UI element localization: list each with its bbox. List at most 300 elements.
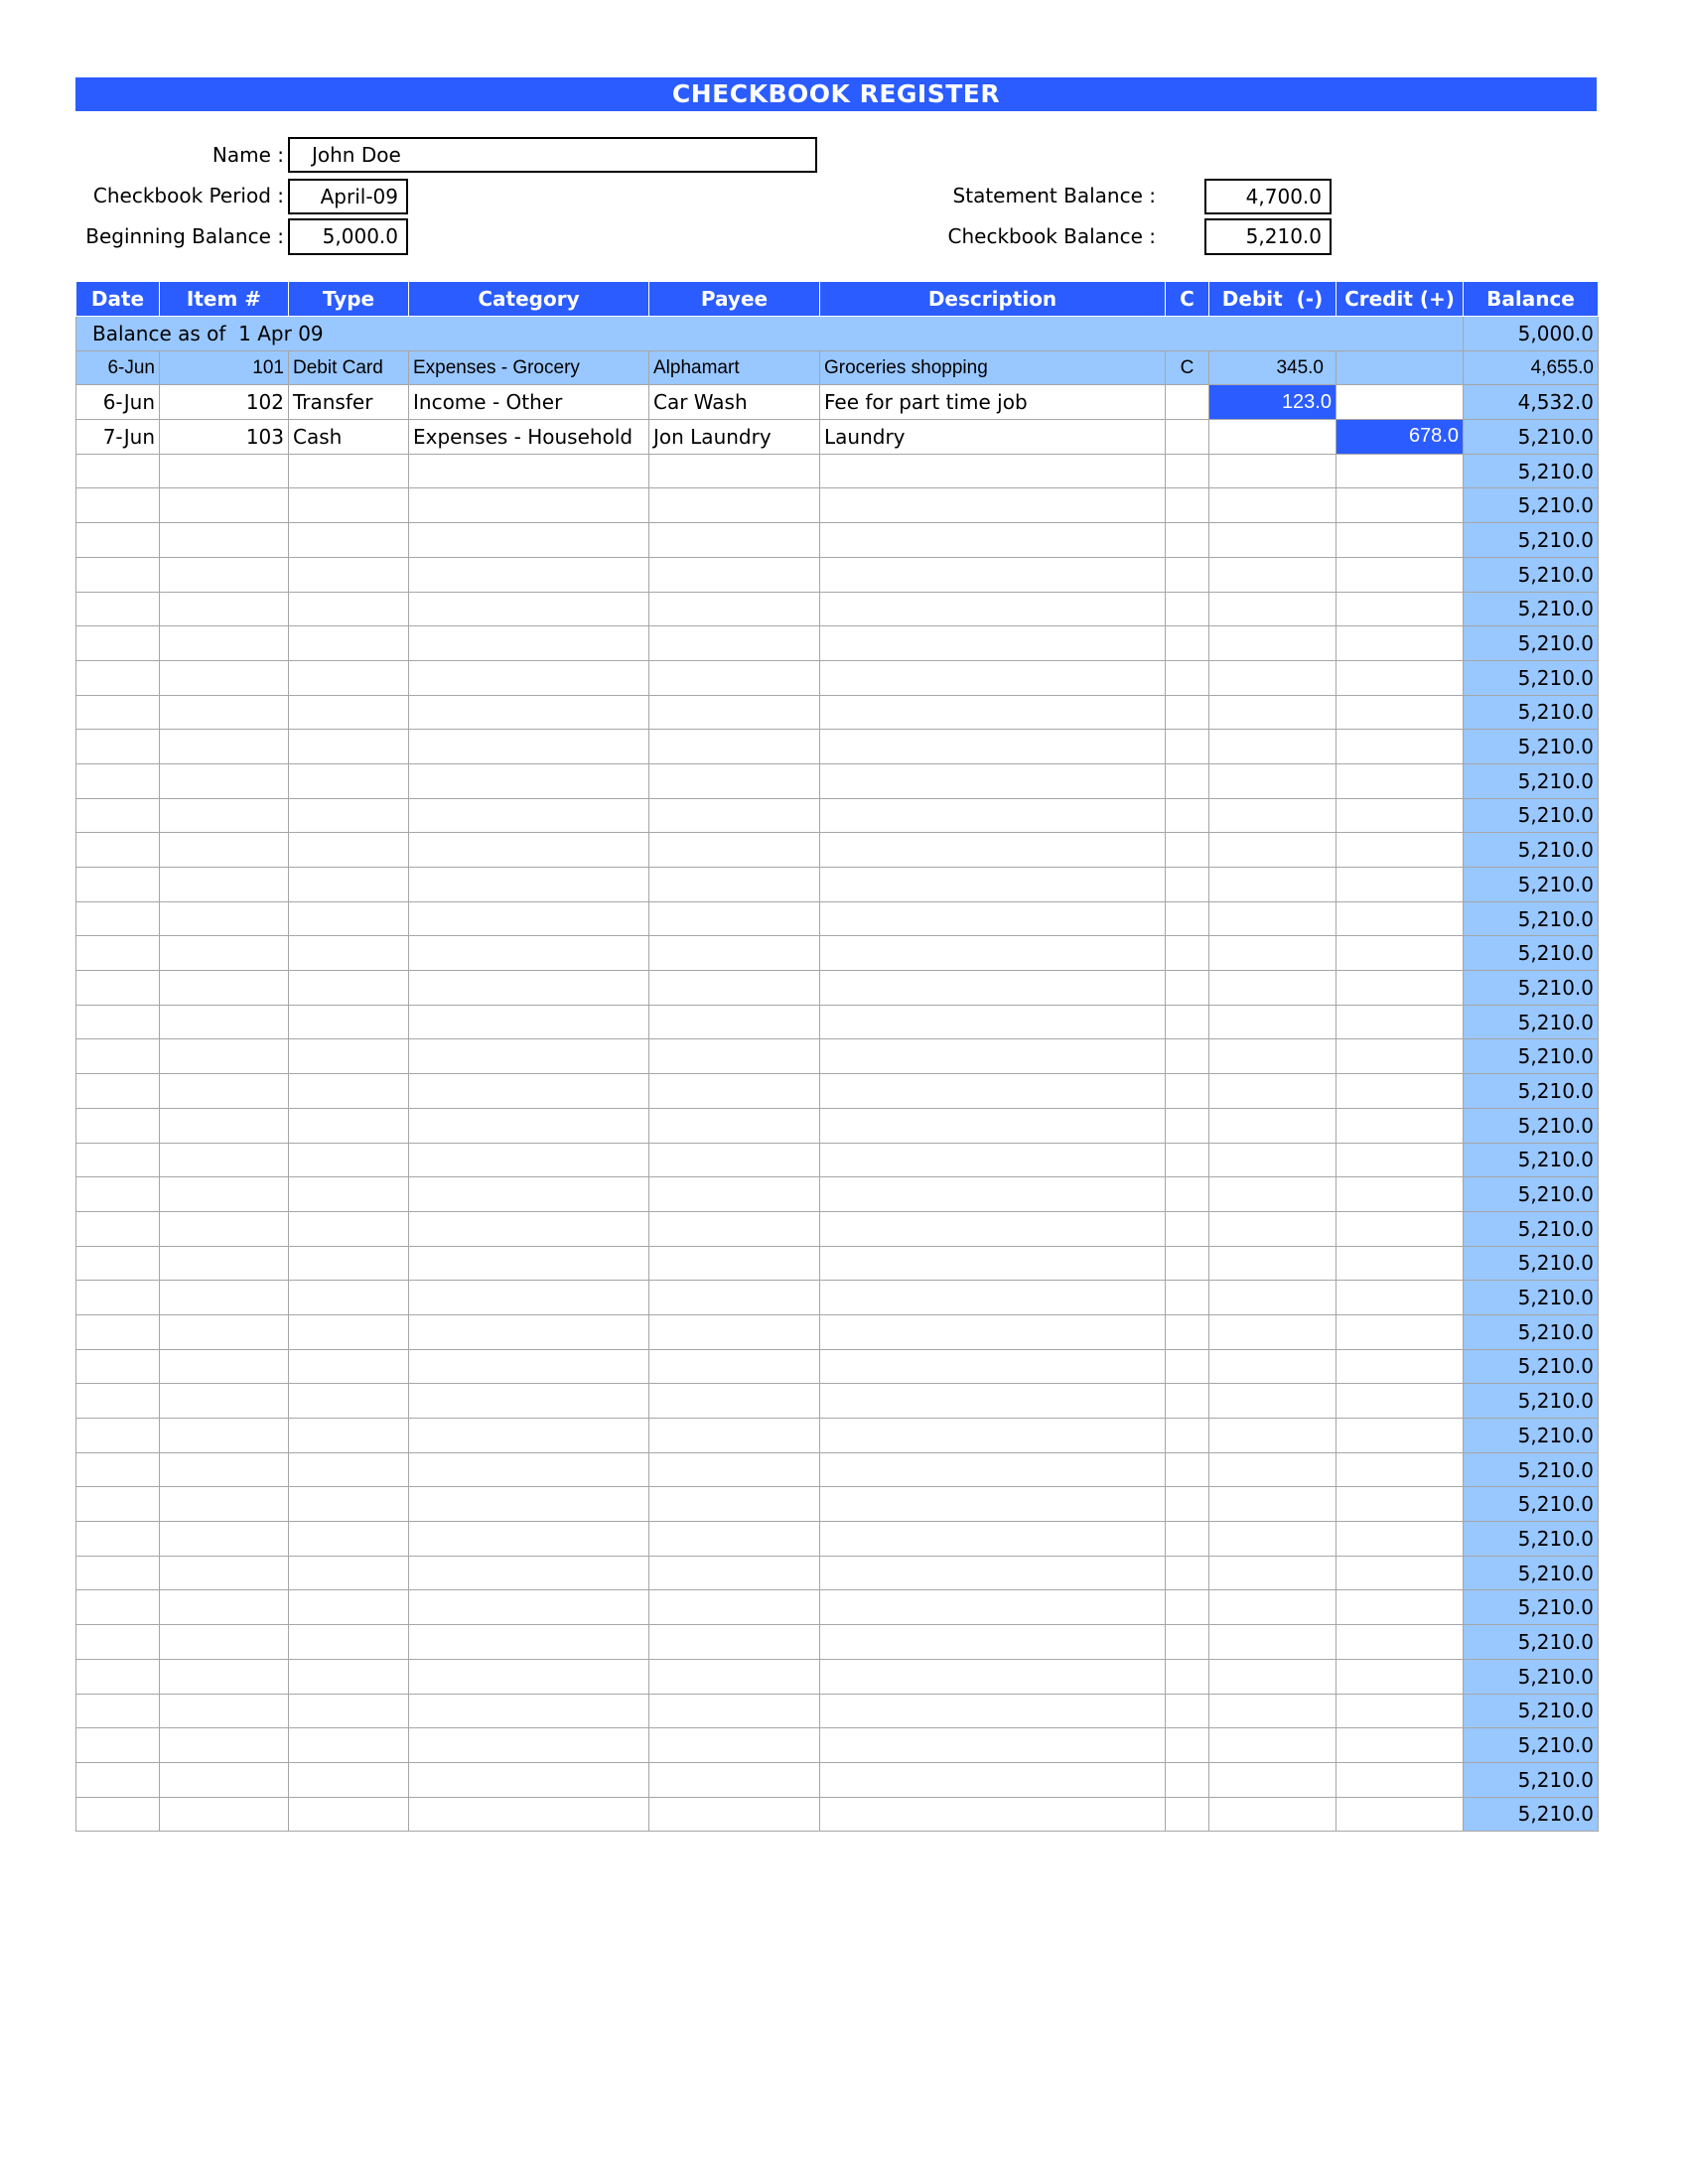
cell-payee[interactable] [649,523,820,558]
cell-debit[interactable] [1209,1177,1336,1212]
cell-category[interactable] [409,1728,649,1763]
cell-description[interactable]: Laundry [820,420,1166,455]
cell-description[interactable] [820,763,1166,798]
cell-type[interactable] [289,1762,409,1797]
cell-item[interactable] [160,1211,289,1246]
cell-category[interactable] [409,626,649,661]
cell-item[interactable] [160,1797,289,1832]
cell-payee[interactable]: Car Wash [649,385,820,420]
cell-payee[interactable]: Jon Laundry [649,420,820,455]
cell-credit[interactable] [1336,1281,1464,1315]
cell-credit[interactable] [1336,454,1464,488]
cell-type[interactable] [289,833,409,868]
cell-description[interactable] [820,1108,1166,1143]
cell-description[interactable] [820,1625,1166,1660]
cell-debit[interactable] [1209,1762,1336,1797]
cell-cleared[interactable] [1166,1487,1209,1522]
cell-date[interactable] [76,1074,160,1109]
cell-debit[interactable] [1209,488,1336,523]
cell-date[interactable] [76,1349,160,1384]
cell-category[interactable] [409,660,649,695]
cell-payee[interactable] [649,626,820,661]
cell-category[interactable]: Expenses - Household [409,420,649,455]
cell-payee[interactable] [649,1143,820,1177]
cell-date[interactable] [76,1590,160,1625]
cell-debit[interactable] [1209,1005,1336,1039]
cell-debit[interactable] [1209,523,1336,558]
cell-type[interactable] [289,1487,409,1522]
cell-credit[interactable] [1336,730,1464,764]
cell-item[interactable] [160,1349,289,1384]
cell-payee[interactable] [649,1797,820,1832]
cell-description[interactable] [820,1728,1166,1763]
cell-item[interactable] [160,1177,289,1212]
table-row[interactable] [76,1797,1599,1832]
cell-item[interactable] [160,1590,289,1625]
cell-date[interactable] [76,660,160,695]
table-row[interactable] [76,1314,1599,1349]
cell-payee[interactable]: Alphamart [649,350,820,385]
checkbook-balance-field[interactable]: 5,210.0 [1204,218,1332,255]
cell-credit[interactable] [1336,1487,1464,1522]
cell-debit[interactable] [1209,1384,1336,1419]
cell-description[interactable] [820,730,1166,764]
table-row[interactable] [76,1039,1599,1074]
cell-credit[interactable] [1336,833,1464,868]
cell-debit[interactable] [1209,1522,1336,1557]
cell-debit[interactable] [1209,833,1336,868]
cell-category[interactable] [409,592,649,626]
cell-type[interactable] [289,1349,409,1384]
cell-description[interactable] [820,1556,1166,1590]
table-row[interactable] [76,1452,1599,1487]
cell-item[interactable] [160,971,289,1006]
cell-debit[interactable] [1209,868,1336,902]
cell-item[interactable] [160,454,289,488]
cell-payee[interactable] [649,1005,820,1039]
cell-cleared[interactable] [1166,1211,1209,1246]
cell-category[interactable] [409,1177,649,1212]
cell-item[interactable] [160,592,289,626]
cell-type[interactable] [289,1452,409,1487]
cell-cleared[interactable] [1166,971,1209,1006]
cell-description[interactable] [820,1143,1166,1177]
table-row[interactable] [76,1419,1599,1453]
cell-cleared[interactable] [1166,833,1209,868]
cell-credit[interactable] [1336,1452,1464,1487]
cell-cleared[interactable] [1166,1384,1209,1419]
cell-date[interactable] [76,1246,160,1281]
cell-type[interactable] [289,1625,409,1660]
cell-date[interactable] [76,1762,160,1797]
cell-date[interactable] [76,592,160,626]
table-row[interactable] [76,592,1599,626]
cell-debit[interactable] [1209,730,1336,764]
cell-cleared[interactable] [1166,1625,1209,1660]
cell-payee[interactable] [649,660,820,695]
cell-description[interactable] [820,1177,1166,1212]
cell-payee[interactable] [649,833,820,868]
cell-credit[interactable] [1336,695,1464,730]
cell-date[interactable] [76,798,160,833]
cell-payee[interactable] [649,1762,820,1797]
cell-category[interactable] [409,1625,649,1660]
cell-description[interactable] [820,1314,1166,1349]
table-row[interactable] [76,1281,1599,1315]
cell-payee[interactable] [649,936,820,971]
cell-cleared[interactable] [1166,730,1209,764]
cell-debit[interactable] [1209,1728,1336,1763]
cell-type[interactable] [289,868,409,902]
cell-payee[interactable] [649,971,820,1006]
table-row[interactable] [76,1694,1599,1728]
cell-credit[interactable] [1336,1590,1464,1625]
cell-type[interactable] [289,1384,409,1419]
cell-cleared[interactable] [1166,1039,1209,1074]
cell-category[interactable]: Expenses - Grocery [409,350,649,385]
cell-credit[interactable] [1336,1349,1464,1384]
cell-cleared[interactable] [1166,1762,1209,1797]
cell-credit[interactable] [1336,1797,1464,1832]
cell-debit[interactable] [1209,557,1336,592]
cell-item[interactable] [160,1005,289,1039]
cell-credit[interactable] [1336,971,1464,1006]
cell-credit[interactable] [1336,488,1464,523]
table-row[interactable] [76,971,1599,1006]
cell-date[interactable] [76,1177,160,1212]
cell-date[interactable] [76,1625,160,1660]
cell-debit[interactable] [1209,454,1336,488]
table-row[interactable] [76,1349,1599,1384]
cell-date[interactable] [76,1281,160,1315]
statement-balance-field[interactable]: 4,700.0 [1204,179,1332,214]
cell-description[interactable] [820,1522,1166,1557]
cell-payee[interactable] [649,1246,820,1281]
cell-type[interactable] [289,971,409,1006]
cell-item[interactable] [160,626,289,661]
cell-description[interactable] [820,626,1166,661]
cell-payee[interactable] [649,730,820,764]
cell-payee[interactable] [649,1522,820,1557]
cell-date[interactable] [76,1487,160,1522]
cell-type[interactable] [289,626,409,661]
cell-category[interactable] [409,936,649,971]
table-row[interactable] [76,1590,1599,1625]
cell-item[interactable] [160,1487,289,1522]
cell-category[interactable] [409,1694,649,1728]
cell-category[interactable] [409,454,649,488]
cell-category[interactable] [409,1762,649,1797]
cell-cleared[interactable] [1166,523,1209,558]
cell-credit[interactable] [1336,1039,1464,1074]
cell-credit[interactable] [1336,626,1464,661]
cell-cleared[interactable] [1166,1590,1209,1625]
table-row[interactable] [76,557,1599,592]
cell-type[interactable] [289,1728,409,1763]
cell-cleared[interactable] [1166,763,1209,798]
table-row[interactable] [76,420,1599,455]
cell-date[interactable] [76,1108,160,1143]
cell-debit[interactable] [1209,1039,1336,1074]
table-row[interactable] [76,523,1599,558]
table-row[interactable] [76,1108,1599,1143]
cell-payee[interactable] [649,1108,820,1143]
table-row[interactable] [76,763,1599,798]
cell-payee[interactable] [649,1177,820,1212]
table-row[interactable] [76,1005,1599,1039]
cell-type[interactable] [289,730,409,764]
cell-item[interactable] [160,1522,289,1557]
cell-cleared[interactable] [1166,1005,1209,1039]
cell-category[interactable] [409,523,649,558]
cell-cleared[interactable] [1166,1659,1209,1694]
cell-category[interactable] [409,1452,649,1487]
table-row[interactable] [76,1246,1599,1281]
cell-credit[interactable] [1336,868,1464,902]
cell-credit[interactable] [1336,1108,1464,1143]
cell-date[interactable] [76,488,160,523]
cell-category[interactable] [409,1211,649,1246]
cell-description[interactable] [820,1349,1166,1384]
cell-description[interactable] [820,1074,1166,1109]
cell-credit[interactable] [1336,523,1464,558]
cell-credit[interactable] [1336,1211,1464,1246]
cell-cleared[interactable] [1166,936,1209,971]
cell-category[interactable] [409,1487,649,1522]
cell-item[interactable] [160,1314,289,1349]
table-row[interactable] [76,1625,1599,1660]
cell-type[interactable] [289,1556,409,1590]
cell-credit[interactable] [1336,1522,1464,1557]
cell-description[interactable] [820,1246,1166,1281]
cell-description[interactable] [820,868,1166,902]
cell-category[interactable] [409,1246,649,1281]
cell-credit[interactable] [1336,798,1464,833]
cell-description[interactable]: Groceries shopping [820,350,1166,385]
cell-debit[interactable] [1209,695,1336,730]
table-row[interactable] [76,798,1599,833]
cell-payee[interactable] [649,1384,820,1419]
cell-description[interactable] [820,1487,1166,1522]
cell-cleared[interactable] [1166,695,1209,730]
cell-cleared[interactable] [1166,1522,1209,1557]
cell-type[interactable] [289,695,409,730]
cell-item[interactable] [160,901,289,936]
cell-item[interactable]: 101 [160,350,289,385]
cell-credit[interactable] [1336,1762,1464,1797]
cell-description[interactable] [820,1419,1166,1453]
cell-date[interactable] [76,1694,160,1728]
cell-debit[interactable] [1209,971,1336,1006]
cell-category[interactable] [409,1314,649,1349]
cell-category[interactable] [409,1281,649,1315]
cell-cleared[interactable] [1166,1108,1209,1143]
cell-type[interactable] [289,592,409,626]
cell-cleared[interactable] [1166,868,1209,902]
cell-credit[interactable] [1336,350,1464,385]
cell-payee[interactable] [649,1419,820,1453]
cell-description[interactable] [820,1281,1166,1315]
cell-item[interactable] [160,1246,289,1281]
table-row[interactable] [76,901,1599,936]
cell-category[interactable] [409,1797,649,1832]
cell-item[interactable] [160,1728,289,1763]
table-row[interactable] [76,1728,1599,1763]
cell-date[interactable] [76,1005,160,1039]
table-row[interactable] [76,1522,1599,1557]
cell-category[interactable] [409,730,649,764]
cell-credit[interactable] [1336,1694,1464,1728]
cell-credit[interactable] [1336,901,1464,936]
cell-item[interactable] [160,1625,289,1660]
cell-type[interactable] [289,1211,409,1246]
table-row[interactable] [76,1384,1599,1419]
cell-cleared[interactable] [1166,454,1209,488]
cell-category[interactable] [409,1419,649,1453]
cell-debit[interactable] [1209,1419,1336,1453]
cell-payee[interactable] [649,1211,820,1246]
cell-date[interactable] [76,523,160,558]
cell-cleared[interactable] [1166,1452,1209,1487]
cell-debit[interactable] [1209,1625,1336,1660]
cell-description[interactable] [820,592,1166,626]
cell-cleared[interactable] [1166,1556,1209,1590]
cell-category[interactable] [409,695,649,730]
table-row[interactable] [76,385,1599,420]
cell-payee[interactable] [649,592,820,626]
cell-item[interactable] [160,1762,289,1797]
table-row[interactable] [76,626,1599,661]
cell-item[interactable] [160,1143,289,1177]
cell-debit[interactable]: 345.0 [1209,350,1336,385]
cell-date[interactable] [76,901,160,936]
cell-type[interactable] [289,523,409,558]
table-row[interactable] [76,350,1599,385]
cell-item[interactable] [160,660,289,695]
cell-type[interactable] [289,488,409,523]
cell-item[interactable] [160,1452,289,1487]
cell-credit[interactable] [1336,1728,1464,1763]
cell-date[interactable] [76,763,160,798]
cell-category[interactable] [409,557,649,592]
cell-payee[interactable] [649,763,820,798]
cell-debit[interactable] [1209,1108,1336,1143]
table-row[interactable] [76,1659,1599,1694]
cell-date[interactable] [76,557,160,592]
cell-credit[interactable] [1336,1625,1464,1660]
cell-debit[interactable] [1209,763,1336,798]
cell-description[interactable] [820,454,1166,488]
cell-cleared[interactable] [1166,557,1209,592]
cell-date[interactable] [76,730,160,764]
cell-debit[interactable] [1209,1556,1336,1590]
cell-cleared[interactable] [1166,626,1209,661]
cell-category[interactable] [409,1143,649,1177]
cell-cleared[interactable] [1166,798,1209,833]
cell-cleared[interactable] [1166,1246,1209,1281]
cell-date[interactable] [76,1211,160,1246]
cell-date[interactable] [76,454,160,488]
cell-item[interactable] [160,833,289,868]
cell-type[interactable] [289,1143,409,1177]
cell-debit[interactable] [1209,1349,1336,1384]
cell-credit[interactable] [1336,1074,1464,1109]
cell-description[interactable] [820,1384,1166,1419]
cell-type[interactable] [289,1522,409,1557]
cell-item[interactable] [160,936,289,971]
cell-payee[interactable] [649,798,820,833]
cell-date[interactable] [76,1384,160,1419]
cell-item[interactable] [160,798,289,833]
table-row[interactable] [76,1177,1599,1212]
cell-type[interactable] [289,1659,409,1694]
cell-date[interactable] [76,1452,160,1487]
cell-date[interactable] [76,1728,160,1763]
cell-category[interactable] [409,1039,649,1074]
cell-credit[interactable] [1336,1246,1464,1281]
cell-type[interactable] [289,1590,409,1625]
cell-payee[interactable] [649,1487,820,1522]
cell-category[interactable] [409,1522,649,1557]
cell-description[interactable] [820,1211,1166,1246]
cell-cleared[interactable] [1166,1419,1209,1453]
cell-credit[interactable] [1336,936,1464,971]
cell-category[interactable] [409,1384,649,1419]
cell-description[interactable] [820,557,1166,592]
cell-payee[interactable] [649,1659,820,1694]
cell-description[interactable] [820,523,1166,558]
cell-cleared[interactable] [1166,1177,1209,1212]
cell-type[interactable] [289,660,409,695]
cell-credit[interactable] [1336,1314,1464,1349]
cell-item[interactable] [160,695,289,730]
cell-date[interactable] [76,833,160,868]
cell-cleared[interactable] [1166,1314,1209,1349]
cell-description[interactable] [820,488,1166,523]
cell-type[interactable] [289,1039,409,1074]
cell-cleared[interactable] [1166,660,1209,695]
cell-type[interactable] [289,1074,409,1109]
cell-item[interactable] [160,763,289,798]
cell-payee[interactable] [649,1281,820,1315]
cell-type[interactable] [289,1177,409,1212]
cell-date[interactable] [76,1522,160,1557]
cell-debit[interactable] [1209,1074,1336,1109]
cell-item[interactable] [160,1108,289,1143]
cell-cleared[interactable] [1166,420,1209,455]
cell-credit[interactable] [1336,557,1464,592]
cell-cleared[interactable] [1166,385,1209,420]
cell-credit[interactable] [1336,1419,1464,1453]
cell-credit[interactable] [1336,1005,1464,1039]
cell-cleared[interactable] [1166,1797,1209,1832]
cell-description[interactable] [820,1452,1166,1487]
cell-debit[interactable] [1209,1694,1336,1728]
cell-cleared[interactable] [1166,1694,1209,1728]
cell-payee[interactable] [649,1590,820,1625]
cell-date[interactable] [76,695,160,730]
cell-item[interactable] [160,488,289,523]
cell-debit[interactable] [1209,592,1336,626]
cell-item[interactable] [160,1694,289,1728]
cell-type[interactable] [289,1246,409,1281]
cell-cleared[interactable] [1166,1074,1209,1109]
table-row[interactable] [76,695,1599,730]
table-row[interactable] [76,660,1599,695]
table-row[interactable] [76,730,1599,764]
cell-category[interactable] [409,488,649,523]
table-row[interactable] [76,833,1599,868]
